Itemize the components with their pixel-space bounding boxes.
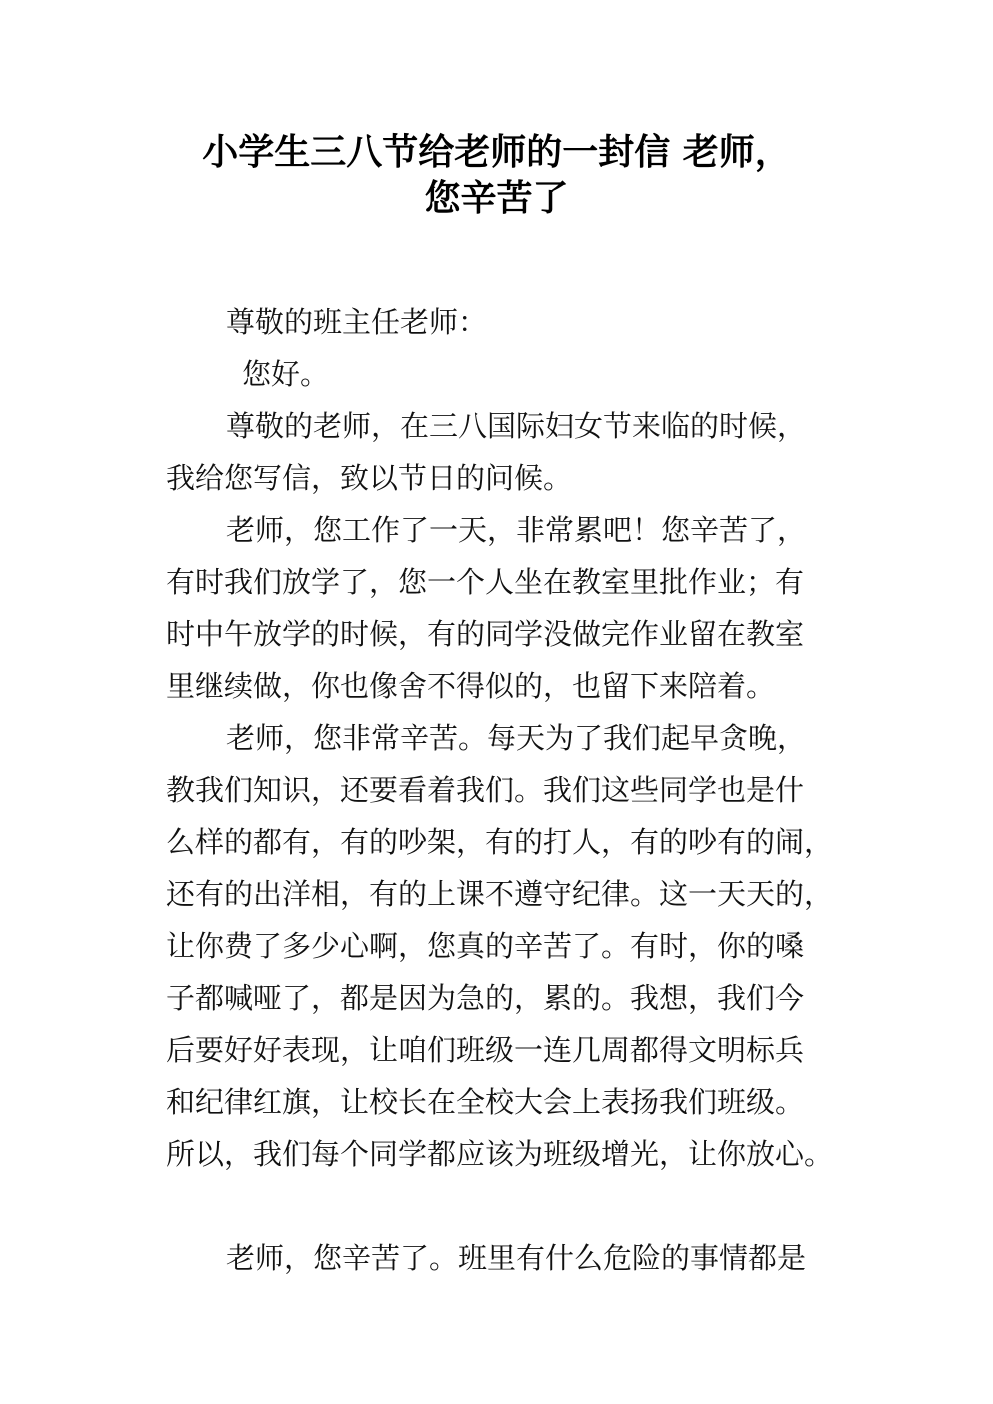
text-line: 教我们知识，还要看着我们。我们这些同学也是什 — [166, 773, 805, 807]
text-line: 还有的出洋相，有的上课不遵守纪律。这一天天的， — [166, 877, 834, 911]
text-line: 么样的都有，有的吵架，有的打人，有的吵有的闹， — [166, 825, 834, 859]
document-title — [0, 130, 993, 222]
text-line: 里继续做，你也像舍不得似的，也留下来陪着。 — [166, 669, 776, 703]
text-line: 老师，您非常辛苦。每天为了我们起早贪晚， — [226, 721, 807, 755]
text-line: 老师，您工作了一天，非常累吧！您辛苦了， — [226, 513, 807, 547]
text-line: 子都喊哑了，都是因为急的，累的。我想，我们今 — [166, 981, 805, 1015]
paragraph — [166, 400, 866, 504]
text-line: 和纪律红旗，让校长在全校大会上表扬我们班级。 — [166, 1085, 805, 1119]
text-line: 时中午放学的时候，有的同学没做完作业留在教室 — [166, 617, 805, 651]
text-line: 老师，您辛苦了。班里有什么危险的事情都是 — [226, 1241, 807, 1275]
salutation: 尊敬的班主任老师： — [226, 305, 488, 339]
paragraph — [166, 1232, 866, 1284]
text-line: 后要好好表现，让咱们班级一连几周都得文明标兵 — [166, 1033, 805, 1067]
title-line: 您辛苦了 — [424, 178, 569, 219]
greeting: 您好。 — [242, 357, 330, 391]
paragraph-gap — [166, 1180, 866, 1232]
paragraph — [166, 504, 866, 712]
title-line: 小学生三八节给老师的一封信 老师， — [202, 132, 791, 173]
letter-body — [166, 296, 866, 1284]
paragraph — [166, 712, 866, 1180]
text-line: 尊敬的老师，在三八国际妇女节来临的时候， — [226, 409, 807, 443]
text-line: 我给您写信，致以节日的问候。 — [166, 461, 573, 495]
text-line: 让你费了多少心啊，您真的辛苦了。有时，你的嗓 — [166, 929, 805, 963]
text-line: 所以，我们每个同学都应该为班级增光，让你放心。 — [166, 1137, 834, 1171]
text-line: 有时我们放学了，您一个人坐在教室里批作业；有 — [166, 565, 805, 599]
